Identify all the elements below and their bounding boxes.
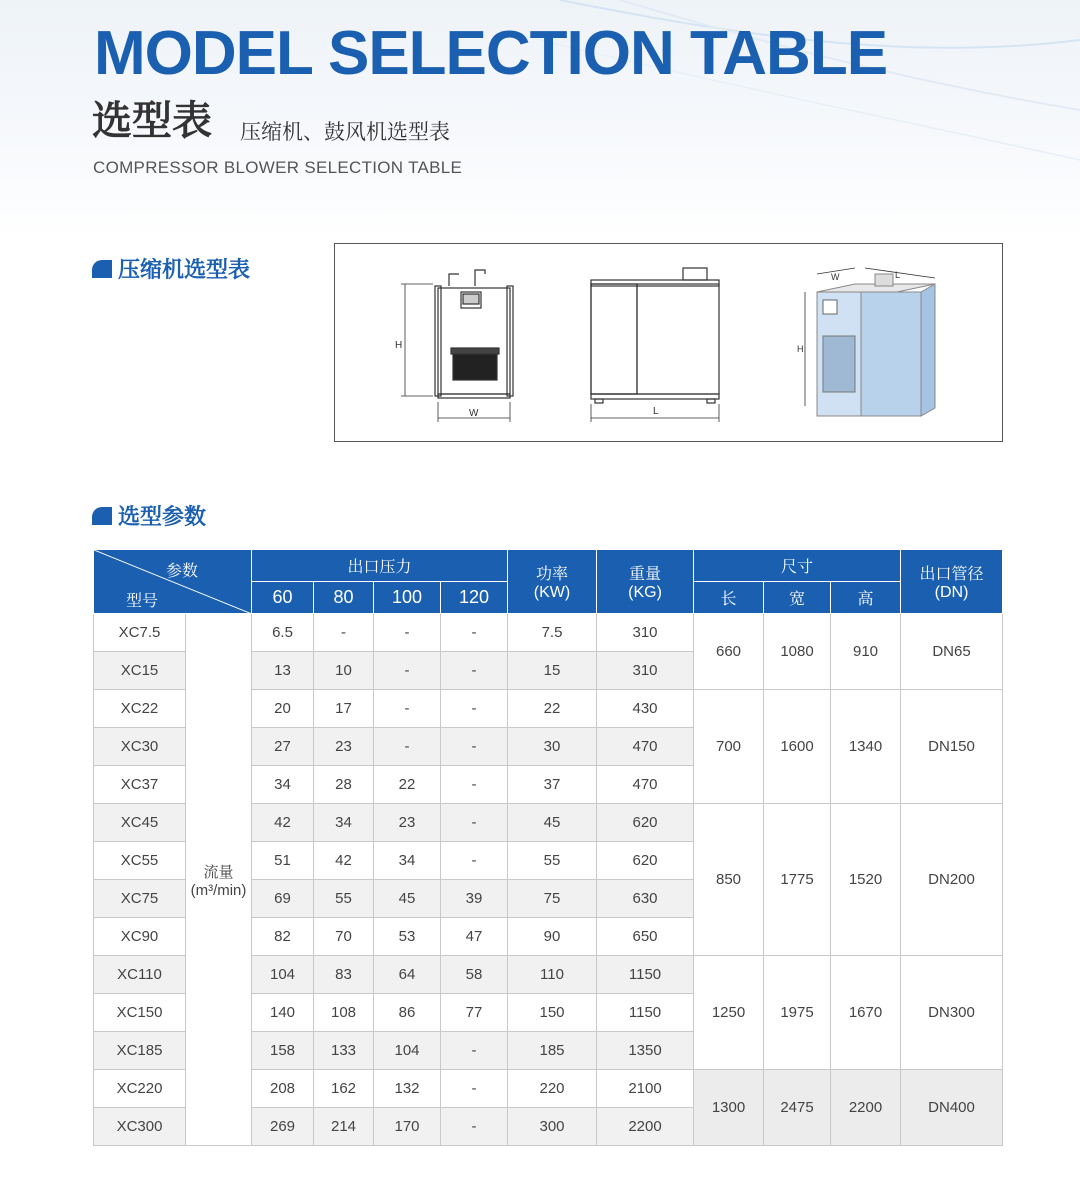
cell-weight: 620 [597, 842, 694, 880]
header-pressure-60: 60 [252, 582, 314, 614]
height-label-3d: H [797, 344, 804, 354]
cell-power: 220 [508, 1070, 597, 1108]
cell-p80: 83 [314, 956, 374, 994]
cell-p100: 23 [374, 804, 441, 842]
cell-p100: 104 [374, 1032, 441, 1070]
front-view-drawing [591, 268, 719, 422]
cell-p100: 86 [374, 994, 441, 1032]
english-subtitle: COMPRESSOR BLOWER SELECTION TABLE [93, 158, 463, 177]
cell-p80: 162 [314, 1070, 374, 1108]
cell-length: 660 [694, 614, 764, 690]
cell-p100: - [374, 614, 441, 652]
cell-weight: 1150 [597, 956, 694, 994]
cell-p60: 42 [252, 804, 314, 842]
section-marker-icon [92, 260, 112, 278]
cell-p60: 104 [252, 956, 314, 994]
cell-power: 22 [508, 690, 597, 728]
header-param: 参数 [166, 563, 199, 580]
header-model: 型号 [126, 593, 159, 610]
header-outlet-pipe-label: 出口管径 [919, 566, 984, 583]
cell-power: 30 [508, 728, 597, 766]
cell-height: 1340 [831, 690, 901, 804]
section-heading-params [92, 500, 206, 531]
cell-p80: 55 [314, 880, 374, 918]
cell-p80: 17 [314, 690, 374, 728]
cell-p100: 45 [374, 880, 441, 918]
cell-width: 1080 [764, 614, 831, 690]
cell-dn: DN150 [901, 690, 1003, 804]
cell-height: 910 [831, 614, 901, 690]
cell-p120: 77 [441, 994, 508, 1032]
cell-power: 150 [508, 994, 597, 1032]
cell-p80: - [314, 614, 374, 652]
cell-weight: 310 [597, 614, 694, 652]
side-view-drawing [401, 270, 513, 422]
cell-model: XC30 [94, 728, 186, 766]
cell-model: XC45 [94, 804, 186, 842]
cell-p60: 269 [252, 1108, 314, 1146]
cell-height: 2200 [831, 1070, 901, 1146]
header-weight [597, 550, 694, 614]
cell-p80: 214 [314, 1108, 374, 1146]
header-weight-label: 重量 [629, 566, 662, 583]
cell-p80: 42 [314, 842, 374, 880]
cell-length: 850 [694, 804, 764, 956]
length-label: L [653, 406, 659, 417]
cell-p60: 69 [252, 880, 314, 918]
cell-p60: 51 [252, 842, 314, 880]
cell-weight: 1150 [597, 994, 694, 1032]
chinese-subtitle: 压缩机、鼓风机选型表 [240, 121, 450, 144]
cell-p100: 22 [374, 766, 441, 804]
cell-p120: - [441, 652, 508, 690]
cell-weight: 1350 [597, 1032, 694, 1070]
header-power-unit: (KW) [533, 584, 571, 601]
cell-power: 55 [508, 842, 597, 880]
cell-p60: 208 [252, 1070, 314, 1108]
cell-p100: 64 [374, 956, 441, 994]
cell-power: 185 [508, 1032, 597, 1070]
cell-p60: 140 [252, 994, 314, 1032]
cell-p60: 13 [252, 652, 314, 690]
cell-model: XC15 [94, 652, 186, 690]
header-pressure-120: 120 [441, 582, 508, 614]
cell-p60: 6.5 [252, 614, 314, 652]
section-heading-compressor [92, 253, 250, 284]
cell-p120: - [441, 766, 508, 804]
cell-weight: 630 [597, 880, 694, 918]
cell-model: XC90 [94, 918, 186, 956]
cell-p60: 27 [252, 728, 314, 766]
cell-height: 1670 [831, 956, 901, 1070]
cell-p120: 47 [441, 918, 508, 956]
width-label-3d: W [831, 272, 840, 282]
cell-p120: - [441, 804, 508, 842]
height-label: H [395, 340, 403, 351]
cell-dn: DN200 [901, 804, 1003, 956]
cell-power: 45 [508, 804, 597, 842]
param-model-header [94, 550, 252, 614]
cell-model: XC220 [94, 1070, 186, 1108]
header-length: 长 [694, 582, 764, 614]
cell-length: 1250 [694, 956, 764, 1070]
header-outlet-pipe [901, 550, 1003, 614]
cell-p80: 10 [314, 652, 374, 690]
cell-power: 15 [508, 652, 597, 690]
length-label-3d: L [895, 270, 901, 280]
cell-p80: 28 [314, 766, 374, 804]
header-width: 宽 [764, 582, 831, 614]
cell-dn: DN400 [901, 1070, 1003, 1146]
cell-weight: 310 [597, 652, 694, 690]
cell-p100: - [374, 728, 441, 766]
cell-p120: - [441, 1032, 508, 1070]
cell-dn: DN300 [901, 956, 1003, 1070]
header-size: 尺寸 [694, 550, 901, 582]
cell-width: 1975 [764, 956, 831, 1070]
flow-label: 流量 [203, 863, 234, 881]
header-pressure-100: 100 [374, 582, 441, 614]
cell-p120: - [441, 690, 508, 728]
cell-model: XC300 [94, 1108, 186, 1146]
cell-p100: 132 [374, 1070, 441, 1108]
cell-p60: 20 [252, 690, 314, 728]
cell-weight: 430 [597, 690, 694, 728]
cell-weight: 620 [597, 804, 694, 842]
cell-power: 300 [508, 1108, 597, 1146]
cell-model: XC110 [94, 956, 186, 994]
cell-p80: 34 [314, 804, 374, 842]
cell-power: 110 [508, 956, 597, 994]
width-label: W [469, 408, 479, 419]
cell-dn: DN65 [901, 614, 1003, 690]
header-pressure-80: 80 [314, 582, 374, 614]
section-marker-icon [92, 507, 112, 525]
cell-weight: 2200 [597, 1108, 694, 1146]
header-weight-unit: (KG) [628, 584, 662, 601]
cell-model: XC150 [94, 994, 186, 1032]
section-title: 压缩机选型表 [118, 257, 251, 282]
section-title: 选型参数 [118, 504, 207, 529]
cell-p80: 23 [314, 728, 374, 766]
cell-p120: - [441, 842, 508, 880]
dimension-drawings [334, 243, 1003, 442]
cell-model: XC185 [94, 1032, 186, 1070]
cell-model: XC75 [94, 880, 186, 918]
cell-p120: 58 [441, 956, 508, 994]
cell-p120: - [441, 1108, 508, 1146]
cell-weight: 650 [597, 918, 694, 956]
cell-p60: 158 [252, 1032, 314, 1070]
cell-height: 1520 [831, 804, 901, 956]
header-power [508, 550, 597, 614]
cell-model: XC22 [94, 690, 186, 728]
cell-model: XC7.5 [94, 614, 186, 652]
cell-p100: - [374, 652, 441, 690]
cell-width: 1775 [764, 804, 831, 956]
cell-p120: - [441, 614, 508, 652]
cell-p120: - [441, 1070, 508, 1108]
header-outlet-pipe-unit: (DN) [934, 584, 969, 601]
cell-length: 1300 [694, 1070, 764, 1146]
machine-drawings-svg [335, 244, 1002, 441]
cell-power: 90 [508, 918, 597, 956]
table-row [94, 614, 1003, 652]
cell-model: XC37 [94, 766, 186, 804]
cell-model: XC55 [94, 842, 186, 880]
cell-p80: 133 [314, 1032, 374, 1070]
table-body [94, 614, 1003, 1146]
cell-power: 37 [508, 766, 597, 804]
cell-p80: 108 [314, 994, 374, 1032]
cell-p120: - [441, 728, 508, 766]
cell-width: 2475 [764, 1070, 831, 1146]
cell-p100: 170 [374, 1108, 441, 1146]
chinese-title: 选型表 [92, 99, 212, 143]
header-power-label: 功率 [536, 566, 569, 583]
cell-p100: - [374, 690, 441, 728]
cell-p100: 53 [374, 918, 441, 956]
selection-table [93, 549, 1003, 1146]
header-height: 高 [831, 582, 901, 614]
flow-label-cell [186, 614, 252, 1146]
cell-p100: 34 [374, 842, 441, 880]
cell-length: 700 [694, 690, 764, 804]
main-title: MODEL SELECTION TABLE [94, 19, 888, 88]
cell-power: 7.5 [508, 614, 597, 652]
cell-p80: 70 [314, 918, 374, 956]
cell-p120: 39 [441, 880, 508, 918]
flow-unit: (m³/min) [190, 881, 247, 899]
cell-weight: 470 [597, 728, 694, 766]
cell-p60: 34 [252, 766, 314, 804]
header-outlet-pressure: 出口压力 [252, 550, 508, 582]
cell-weight: 2100 [597, 1070, 694, 1108]
unit-3d-drawing [805, 268, 935, 416]
cell-p60: 82 [252, 918, 314, 956]
cell-width: 1600 [764, 690, 831, 804]
cell-weight: 470 [597, 766, 694, 804]
cell-power: 75 [508, 880, 597, 918]
